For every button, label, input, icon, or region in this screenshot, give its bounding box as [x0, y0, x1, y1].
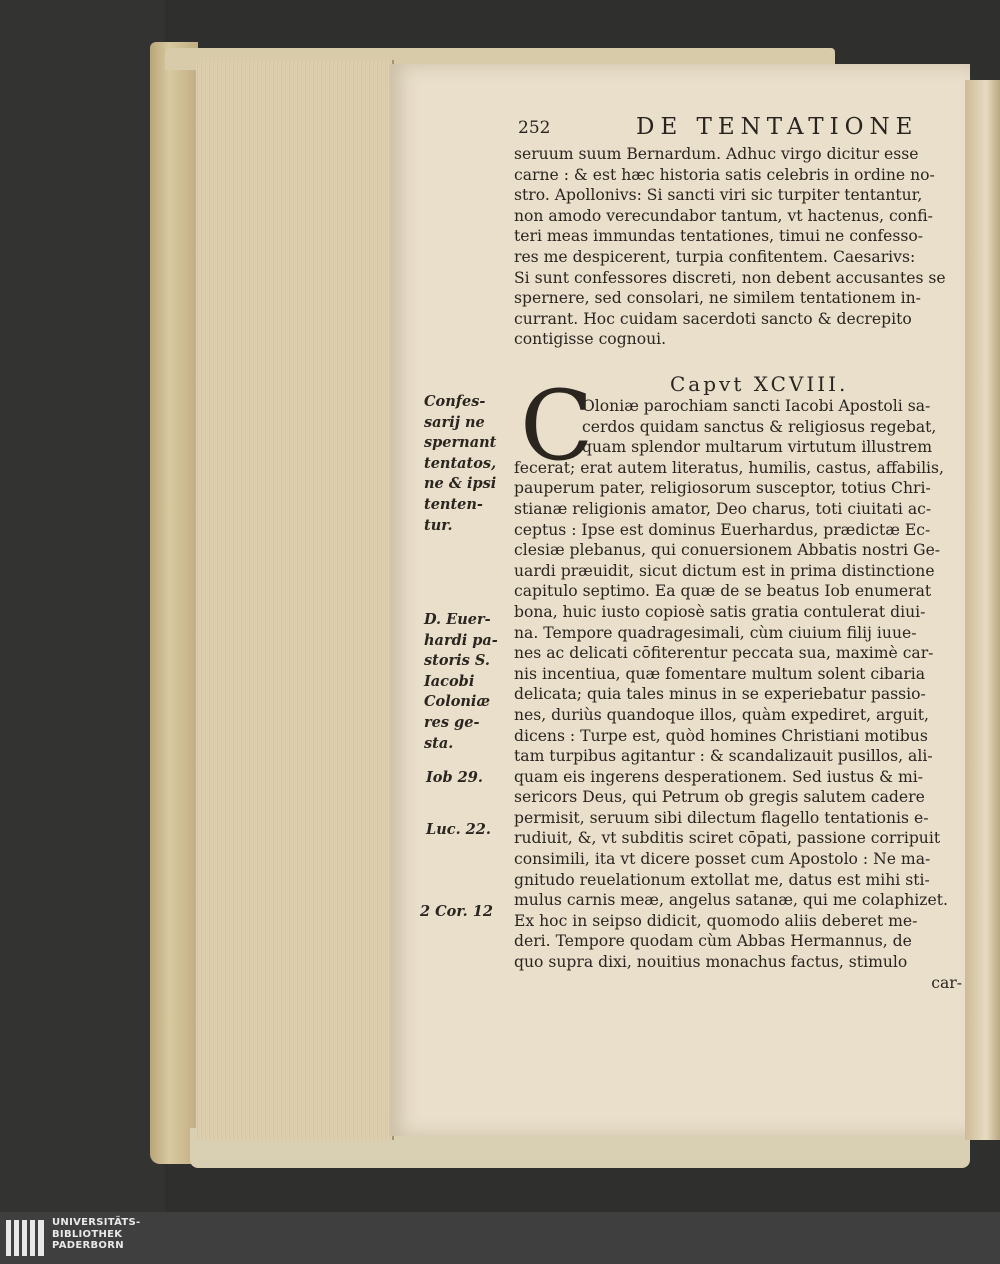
text-line: stro. Apollonivs: Si sancti viri sic turpiter tentantur,	[514, 186, 923, 205]
running-title: DE TENTATIONE	[636, 114, 919, 140]
margin-note-line: tenten-	[424, 495, 483, 513]
text-line: fecerat; erat autem literatus, humilis, castus, affabilis,	[514, 458, 945, 477]
margin-note-line: tentatos,	[424, 454, 497, 472]
library-name-line: UNIVERSITÄTS-	[52, 1217, 141, 1228]
library-name	[52, 1217, 141, 1252]
library-logo-icon	[6, 1220, 46, 1256]
margin-note-line: spernant	[424, 434, 497, 452]
text-line: capitulo septimo. Ea quæ de se beatus Iob enumerat	[514, 582, 932, 601]
text-line: na. Tempore quadragesimali, cùm ciuium filij iuue-	[514, 623, 917, 642]
margin-note-line: sarij ne	[424, 413, 485, 431]
text-line: dicens : Turpe est, quòd homines Christiani motibus	[514, 726, 928, 745]
margin-note-line: storis S.	[424, 652, 490, 670]
text-line: delicata; quia tales minus in se experiebatur passio-	[514, 685, 926, 704]
text-line: seruum suum Bernardum. Adhuc virgo dicitur esse	[514, 145, 919, 163]
margin-note-line: Confes-	[424, 393, 486, 410]
backdrop	[0, 0, 165, 1212]
margin-note-line: Iacobi	[424, 672, 475, 690]
margin-note-line: D. Euer-	[424, 611, 491, 628]
text-line: pauperum pater, religiosorum susceptor, totius Chri-	[514, 479, 931, 498]
text-line: stianæ religionis amator, Deo charus, toti ciuitati ac-	[514, 499, 932, 518]
margin-note-line: tur.	[424, 516, 453, 534]
text-line: bona, huic iusto copiosè satis gratia contulerat diui-	[514, 602, 926, 621]
library-name-line: BIBLIOTHEK	[52, 1228, 123, 1240]
text-line: nes, duriùs quandoque illos, quàm expediret, arguit,	[514, 705, 929, 724]
text-line: teri meas immundas tentationes, timui ne confesso-	[514, 227, 924, 246]
text-line: clesiæ plebanus, qui conuersionem Abbatis nostri Ge-	[514, 541, 941, 560]
text-line: carne : & est hæc historia satis celebris in ordine no-	[514, 165, 935, 184]
text-line: Oloniæ parochiam sancti Iacobi Apostoli sa-	[582, 397, 931, 415]
facing-page-edge	[965, 80, 1000, 1140]
running-header	[518, 114, 958, 142]
text-line: spernere, sed consolari, ne similem tentationem in-	[514, 289, 921, 308]
text-line: nis incentiua, quæ fomentare multum solent cibaria	[514, 664, 926, 683]
upper-text-block	[514, 144, 962, 350]
text-line: quam eis ingerens desperationem. Sed iustus & mi-	[514, 767, 923, 786]
text-line: rudiuit, &, vt subditis sciret cōpati, passione corripuit	[514, 829, 941, 848]
margin-note-line: sta.	[424, 734, 454, 752]
text-line: res me despicerent, turpia confitentem. Caesarivs:	[514, 247, 916, 266]
text-line: ceptus : Ipse est dominus Euerhardus, prædictæ Ec-	[514, 520, 931, 539]
text-line: consimili, ita vt dicere posset cum Apostolo : Ne ma-	[514, 850, 931, 869]
text-line: uardi præuidit, sicut dictum est in prima distinctione	[514, 561, 935, 580]
margin-note-everhard	[424, 610, 498, 754]
text-line: deri. Tempore quodam cùm Abbas Hermannus, de	[514, 932, 912, 951]
text-line: Ex hoc in seipso didicit, quomodo aliis deberet me-	[514, 911, 918, 930]
book-spine	[150, 42, 198, 1164]
margin-note-luke: Luc. 22.	[426, 821, 491, 838]
text-line: quo supra dixi, nouitius monachus factus, stimulo	[514, 953, 908, 972]
margin-note-corinthians: 2 Cor. 12	[420, 903, 493, 920]
text-line: currant. Hoc cuidam sacerdoti sancto & decrepito	[514, 309, 912, 328]
margin-note-line: hardi pa-	[424, 631, 498, 649]
text-line: nes ac delicati cōfiterentur peccata sua, maximè car-	[514, 644, 934, 663]
margin-note-line: ne & ipsi	[424, 475, 497, 493]
text-line: gnitudo reuelationum extollat me, datus est mihi sti-	[514, 870, 930, 889]
text-line: mulus carnis meæ, angelus satanæ, qui me colaphizet.	[514, 891, 948, 910]
margin-note-confessors	[424, 392, 496, 536]
text-line: cerdos quidam sanctus & religiosus regebat,	[582, 417, 937, 436]
margin-note-line: Coloniæ	[424, 693, 490, 711]
margin-note-line: res ge-	[424, 713, 480, 731]
chapter-heading: Capvt XCVIII.	[670, 372, 849, 396]
text-line: contigisse cognoui.	[514, 330, 667, 349]
text-line: Si sunt confessores discreti, non debent accusantes se	[514, 268, 946, 287]
drop-cap: C	[520, 370, 594, 482]
text-line: quam splendor multarum virtutum illustrem	[582, 438, 933, 457]
lower-text-block	[514, 396, 962, 993]
margin-note-job: Iob 29.	[426, 769, 483, 786]
page-number: 252	[518, 118, 551, 138]
library-footer	[0, 1212, 1000, 1264]
text-line: sericors Deus, qui Petrum ob gregis salutem cadere	[514, 788, 925, 807]
page-edges	[196, 60, 394, 1140]
text-line: permisit, seruum sibi dilectum flagello tentationis e-	[514, 808, 929, 827]
library-name-line: PADERBORN	[52, 1240, 124, 1251]
text-line: tam turpibus agitantur : & scandalizauit pusillos, ali-	[514, 747, 933, 766]
catchword: car-	[931, 973, 962, 992]
text-line: non amodo verecundabor tantum, vt hactenus, confi-	[514, 206, 933, 225]
